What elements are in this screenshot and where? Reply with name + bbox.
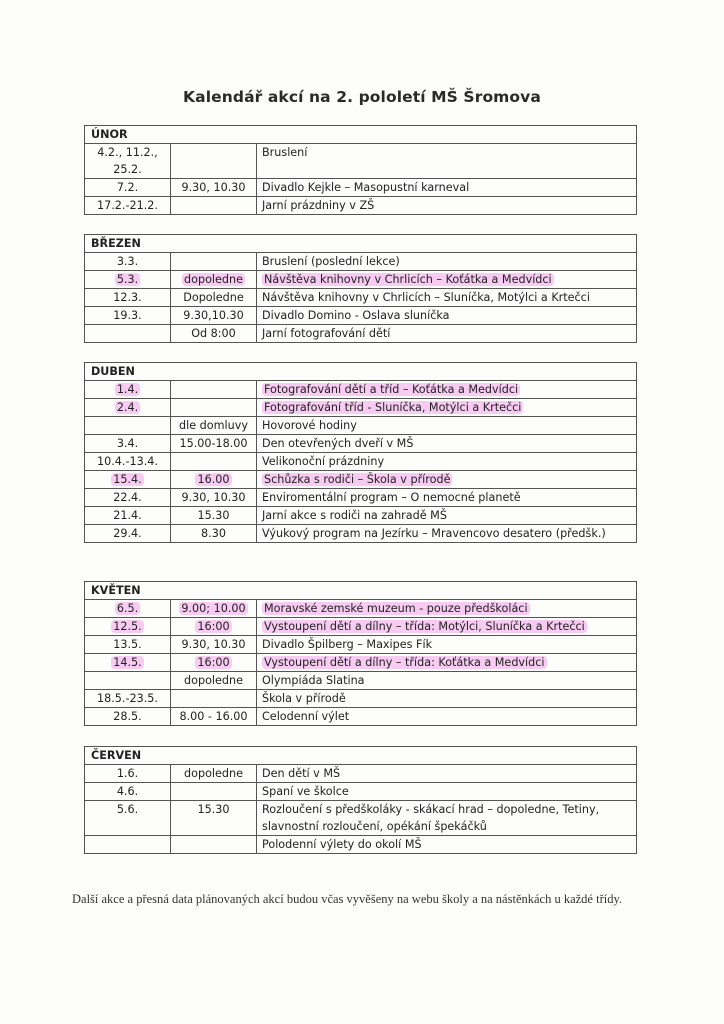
date-cell: 17.2.-21.2. [85, 197, 171, 215]
date-cell [85, 417, 171, 435]
event-cell: Rozloučení s předškoláky - skákací hrad – dopoledne, Tetiny, slavnostní rozloučení, opékání špekáčků [257, 801, 637, 836]
date-cell: 4.6. [85, 783, 171, 801]
table-row-highlighted [85, 654, 637, 672]
time-cell: dopoledne [184, 273, 243, 286]
date-cell: 28.5. [85, 708, 171, 726]
month-table-kveten [84, 581, 637, 726]
date-cell: 5.6. [85, 801, 171, 836]
date-cell: 4.2., 11.2., 25.2. [85, 144, 171, 179]
time-cell: 16:00 [197, 620, 230, 633]
date-cell: 15.4. [113, 473, 142, 486]
month-table-brezen [84, 234, 637, 343]
event-cell: Vystoupení dětí a dílny – třída: Motýlci, Sluníčka a Krtečci [264, 620, 585, 633]
event-cell: Výukový program na Jezírku – Mravencovo desatero (předšk.) [257, 525, 637, 543]
table-row [85, 636, 637, 654]
date-cell: 1.4. [116, 383, 139, 396]
time-cell: Dopoledne [171, 289, 257, 307]
table-row [85, 672, 637, 690]
table-row-highlighted [85, 399, 637, 417]
date-cell [85, 836, 171, 854]
table-row [85, 507, 637, 525]
month-heading: KVĚTEN [85, 582, 637, 600]
table-row [85, 690, 637, 708]
date-cell: 13.5. [85, 636, 171, 654]
event-cell: Olympiáda Slatina [257, 672, 637, 690]
event-cell: Divadlo Kejkle – Masopustní karneval [257, 179, 637, 197]
date-cell: 2.4. [116, 401, 139, 414]
time-cell [171, 836, 257, 854]
month-table-cerven [84, 746, 637, 854]
time-cell: 9.30,10.30 [171, 307, 257, 325]
month-table-unor [84, 125, 637, 215]
event-cell: Bruslení [257, 144, 637, 179]
event-cell: Polodenní výlety do okolí MŠ [257, 836, 637, 854]
table-row [85, 307, 637, 325]
event-cell: Škola v přírodě [257, 690, 637, 708]
time-cell: 15.30 [171, 801, 257, 836]
time-cell [171, 381, 257, 399]
date-cell [85, 325, 171, 343]
date-cell: 22.4. [85, 489, 171, 507]
date-cell: 3.3. [85, 253, 171, 271]
month-heading: BŘEZEN [85, 235, 637, 253]
event-cell: Den otevřených dveří v MŠ [257, 435, 637, 453]
time-cell: 16:00 [197, 656, 230, 669]
table-row-highlighted [85, 381, 637, 399]
time-cell [171, 253, 257, 271]
month-table-duben [84, 362, 637, 543]
table-row [85, 253, 637, 271]
footnote: Další akce a přesná data plánovaných akcí budou včas vyvěšeny na webu školy a na nástěnkách u každé třídy. [72, 892, 623, 906]
table-row-highlighted [85, 618, 637, 636]
month-heading: ČERVEN [85, 747, 637, 765]
table-row [85, 525, 637, 543]
time-cell: Od 8:00 [171, 325, 257, 343]
event-cell: Bruslení (poslední lekce) [257, 253, 637, 271]
time-cell: dopoledne [171, 672, 257, 690]
event-cell: Návštěva knihovny v Chrlicích – Koťátka a Medvídci [264, 273, 552, 286]
table-row-highlighted [85, 271, 637, 289]
date-cell: 3.4. [85, 435, 171, 453]
date-cell: 10.4.-13.4. [85, 453, 171, 471]
time-cell [171, 783, 257, 801]
date-cell: 21.4. [85, 507, 171, 525]
date-cell: 5.3. [116, 273, 139, 286]
table-row [85, 289, 637, 307]
date-cell: 18.5.-23.5. [85, 690, 171, 708]
month-heading: ÚNOR [85, 126, 637, 144]
event-cell: Divadlo Špilberg – Maxipes Fík [257, 636, 637, 654]
date-cell: 29.4. [85, 525, 171, 543]
date-cell: 1.6. [85, 765, 171, 783]
event-cell: Enviromentální program – O nemocné planetě [257, 489, 637, 507]
event-cell: Vystoupení dětí a dílny – třída: Koťátka a Medvídci [264, 656, 545, 669]
month-heading: DUBEN [85, 363, 637, 381]
table-row [85, 801, 637, 836]
table-row [85, 144, 637, 179]
table-row [85, 325, 637, 343]
table-row [85, 417, 637, 435]
event-cell: Schůzka s rodiči – Škola v přírodě [264, 473, 451, 486]
table-row [85, 836, 637, 854]
table-row [85, 765, 637, 783]
event-cell: Moravské zemské muzeum - pouze předškoláci [264, 602, 528, 615]
table-row-highlighted [85, 471, 637, 489]
table-row [85, 179, 637, 197]
table-row [85, 783, 637, 801]
event-cell: Den dětí v MŠ [257, 765, 637, 783]
time-cell [171, 399, 257, 417]
time-cell: 15.30 [171, 507, 257, 525]
time-cell: 15.00-18.00 [171, 435, 257, 453]
date-cell: 19.3. [85, 307, 171, 325]
time-cell: 9.00; 10.00 [181, 602, 246, 615]
time-cell [171, 453, 257, 471]
time-cell [171, 690, 257, 708]
time-cell: 16.00 [197, 473, 230, 486]
time-cell: 9.30, 10.30 [171, 636, 257, 654]
table-row-highlighted [85, 600, 637, 618]
date-cell: 12.3. [85, 289, 171, 307]
event-cell: Fotografování tříd - Sluníčka, Motýlci a Krtečci [264, 401, 522, 414]
date-cell: 6.5. [116, 602, 139, 615]
event-cell: Jarní fotografování dětí [257, 325, 637, 343]
time-cell: 9.30, 10.30 [171, 489, 257, 507]
date-cell: 12.5. [113, 620, 142, 633]
event-cell: Návštěva knihovny v Chrlicích – Sluníčka, Motýlci a Krtečci [257, 289, 637, 307]
date-cell: 7.2. [85, 179, 171, 197]
event-cell: Divadlo Domino - Oslava sluníčka [257, 307, 637, 325]
table-row [85, 197, 637, 215]
table-row [85, 708, 637, 726]
event-cell: Velikonoční prázdniny [257, 453, 637, 471]
table-row [85, 489, 637, 507]
time-cell: dopoledne [171, 765, 257, 783]
event-cell: Spaní ve školce [257, 783, 637, 801]
table-row [85, 453, 637, 471]
event-cell: Celodenní výlet [257, 708, 637, 726]
date-cell [85, 672, 171, 690]
time-cell: 8.30 [171, 525, 257, 543]
table-row [85, 435, 637, 453]
time-cell: dle domluvy [171, 417, 257, 435]
event-cell: Fotografování dětí a tříd – Koťátka a Medvídci [264, 383, 519, 396]
event-cell: Jarní prázdniny v ZŠ [257, 197, 637, 215]
date-cell: 14.5. [113, 656, 142, 669]
time-cell [171, 197, 257, 215]
time-cell [171, 144, 257, 179]
event-cell: Hovorové hodiny [257, 417, 637, 435]
time-cell: 9.30, 10.30 [171, 179, 257, 197]
event-cell: Jarní akce s rodiči na zahradě MŠ [257, 507, 637, 525]
page-title: Kalendář akcí na 2. pololetí MŠ Šromova [183, 88, 541, 106]
time-cell: 8.00 - 16.00 [171, 708, 257, 726]
